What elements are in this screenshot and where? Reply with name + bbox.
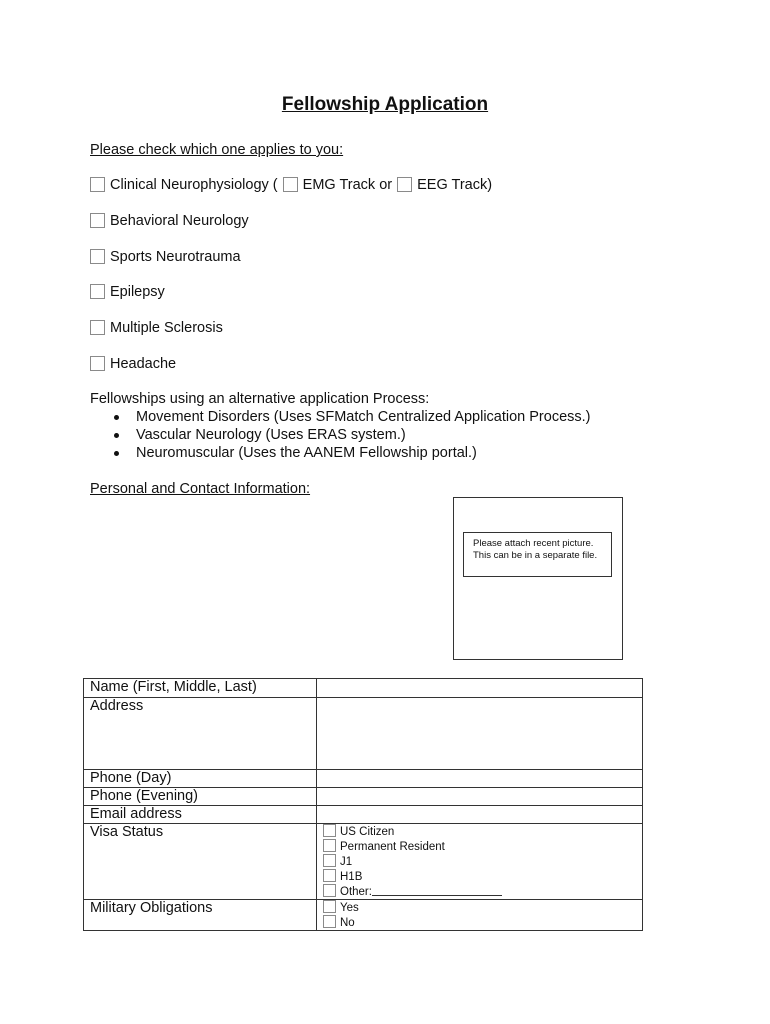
phone-evening-field[interactable]	[317, 788, 643, 806]
military-yes-checkbox[interactable]	[323, 900, 336, 913]
table-row	[84, 824, 643, 900]
list-item: Movement Disorders (Uses SFMatch Centralized Application Process.)	[110, 408, 591, 426]
email-field[interactable]	[317, 806, 643, 824]
list-item: Vascular Neurology (Uses ERAS system.)	[110, 426, 591, 444]
option-multiple-sclerosis	[90, 320, 223, 336]
military-yes-label: Yes	[340, 902, 359, 914]
j1-label: J1	[340, 856, 353, 868]
headache-label: Headache	[110, 356, 177, 372]
page-title: Fellowship Application	[281, 94, 489, 115]
eeg-track-checkbox[interactable]	[397, 177, 412, 192]
table-row	[84, 788, 643, 806]
option-epilepsy	[90, 284, 165, 300]
h1b-checkbox[interactable]	[323, 869, 336, 882]
personal-heading: Personal and Contact Information:	[90, 481, 311, 497]
visa-label: Visa Status	[84, 824, 317, 900]
address-label: Address	[84, 698, 317, 770]
permanent-resident-label: Permanent Resident	[340, 841, 445, 853]
other-checkbox[interactable]	[323, 884, 336, 897]
phone-day-field[interactable]	[317, 770, 643, 788]
emg-track-label: EMG Track or	[302, 177, 393, 193]
alternative-heading: Fellowships using an alternative application Process:	[90, 391, 430, 407]
list-item	[323, 824, 642, 839]
military-no-label: No	[340, 917, 355, 929]
military-options-cell	[317, 900, 643, 931]
list-item	[323, 839, 642, 854]
military-label: Military Obligations	[84, 900, 317, 931]
option-behavioral-neurology	[90, 213, 249, 229]
epilepsy-label: Epilepsy	[110, 284, 165, 300]
list-item	[323, 900, 642, 915]
behavioral-neurology-checkbox[interactable]	[90, 213, 105, 228]
table-row	[84, 900, 643, 931]
photo-note: Please attach recent picture. This can be in a separate file.	[463, 532, 612, 577]
option-headache	[90, 356, 176, 372]
emg-track-checkbox[interactable]	[283, 177, 298, 192]
clinical-neurophysiology-label: Clinical Neurophysiology (	[110, 177, 278, 193]
h1b-label: H1B	[340, 871, 363, 883]
email-label: Email address	[84, 806, 317, 824]
photo-upload-box[interactable]	[453, 497, 623, 660]
list-item	[323, 869, 642, 884]
phone-day-label: Phone (Day)	[84, 770, 317, 788]
sports-neurotrauma-checkbox[interactable]	[90, 249, 105, 264]
table-row	[84, 806, 643, 824]
visa-options-cell	[317, 824, 643, 900]
us-citizen-label: US Citizen	[340, 826, 395, 838]
other-input-line[interactable]	[372, 895, 502, 896]
contact-info-table	[83, 678, 643, 931]
table-row	[84, 698, 643, 770]
phone-evening-label: Phone (Evening)	[84, 788, 317, 806]
headache-checkbox[interactable]	[90, 356, 105, 371]
name-field[interactable]	[317, 679, 643, 698]
table-row	[84, 770, 643, 788]
us-citizen-checkbox[interactable]	[323, 824, 336, 837]
name-label: Name (First, Middle, Last)	[84, 679, 317, 698]
address-field[interactable]	[317, 698, 643, 770]
multiple-sclerosis-checkbox[interactable]	[90, 320, 105, 335]
eeg-track-label: EEG Track)	[417, 177, 493, 193]
option-sports-neurotrauma	[90, 249, 241, 265]
alternative-list	[110, 408, 591, 462]
visa-options	[323, 824, 642, 899]
check-prompt: Please check which one applies to you:	[90, 142, 344, 158]
military-no-checkbox[interactable]	[323, 915, 336, 928]
table-row	[84, 679, 643, 698]
military-options	[323, 900, 642, 930]
list-item	[323, 915, 642, 930]
j1-checkbox[interactable]	[323, 854, 336, 867]
list-item	[323, 854, 642, 869]
sports-neurotrauma-label: Sports Neurotrauma	[110, 249, 241, 265]
clinical-neurophysiology-checkbox[interactable]	[90, 177, 105, 192]
list-item: Neuromuscular (Uses the AANEM Fellowship portal.)	[110, 444, 591, 462]
list-item	[323, 884, 642, 899]
option-clinical-neurophysiology	[90, 177, 492, 193]
behavioral-neurology-label: Behavioral Neurology	[110, 213, 249, 229]
epilepsy-checkbox[interactable]	[90, 284, 105, 299]
permanent-resident-checkbox[interactable]	[323, 839, 336, 852]
multiple-sclerosis-label: Multiple Sclerosis	[110, 320, 223, 336]
other-label: Other:	[340, 886, 372, 898]
